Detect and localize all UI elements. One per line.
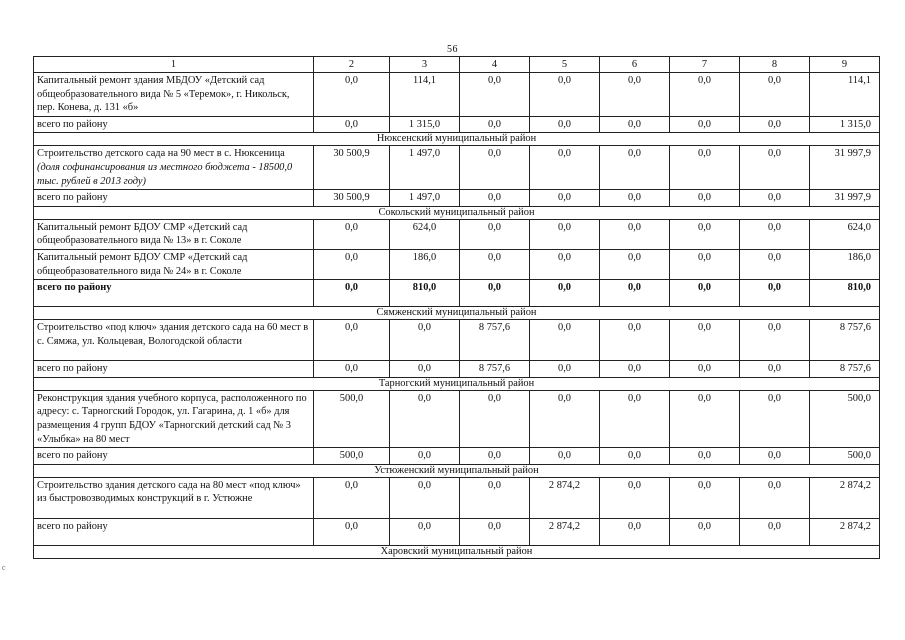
district-heading-row (34, 464, 880, 477)
value-cell: 0,0 (600, 190, 670, 207)
value-cell: 0,0 (390, 320, 460, 361)
district-title: Нюксенский муниципальный район (34, 133, 880, 146)
value-cell: 0,0 (314, 320, 390, 361)
value-cell: 0,0 (670, 280, 740, 307)
column-number-row (34, 57, 880, 73)
value-cell: 8 757,6 (460, 320, 530, 361)
value-cell: 0,0 (460, 390, 530, 447)
value-cell: 0,0 (390, 477, 460, 518)
value-cell: 500,0 (314, 448, 390, 465)
value-cell: 0,0 (314, 249, 390, 279)
value-cell: 2 874,2 (530, 518, 600, 545)
value-cell: 0,0 (600, 448, 670, 465)
value-cell: 0,0 (600, 477, 670, 518)
value-cell: 624,0 (390, 219, 460, 249)
value-cell: 500,0 (810, 448, 880, 465)
district-total-row (34, 280, 880, 307)
value-cell: 0,0 (740, 73, 810, 117)
district-title: Сокольский муниципальный район (34, 206, 880, 219)
value-cell: 2 874,2 (810, 477, 880, 518)
column-header: 1 (34, 57, 314, 73)
value-cell: 810,0 (390, 280, 460, 307)
value-cell: 0,0 (740, 280, 810, 307)
table-row (34, 320, 880, 361)
value-cell: 0,0 (460, 477, 530, 518)
value-cell: 30 500,9 (314, 190, 390, 207)
value-cell: 0,0 (460, 219, 530, 249)
district-title: Устюженский муниципальный район (34, 464, 880, 477)
value-cell: 31 997,9 (810, 146, 880, 190)
value-cell: 0,0 (390, 390, 460, 447)
value-cell: 0,0 (530, 190, 600, 207)
value-cell: 0,0 (530, 320, 600, 361)
value-cell: 0,0 (600, 116, 670, 133)
value-cell: 0,0 (740, 361, 810, 378)
district-heading-row (34, 206, 880, 219)
value-cell: 0,0 (530, 448, 600, 465)
value-cell: 0,0 (460, 116, 530, 133)
row-title-cell (34, 146, 314, 190)
value-cell: 0,0 (740, 477, 810, 518)
value-cell: 0,0 (600, 280, 670, 307)
value-cell: 8 757,6 (810, 320, 880, 361)
value-cell: 0,0 (390, 518, 460, 545)
value-cell: 1 497,0 (390, 190, 460, 207)
value-cell: 0,0 (390, 448, 460, 465)
district-total-row (34, 448, 880, 465)
value-cell: 0,0 (740, 518, 810, 545)
value-cell: 0,0 (460, 518, 530, 545)
table-row (34, 73, 880, 117)
district-total-row (34, 190, 880, 207)
value-cell: 8 757,6 (810, 361, 880, 378)
value-cell: 0,0 (670, 477, 740, 518)
row-note: (доля софинансирования из местного бюджета - 18500,0 тыс. рублей в 2013 году) (37, 161, 293, 187)
page-number: 56 (447, 44, 458, 55)
value-cell: 0,0 (740, 249, 810, 279)
row-title: всего по району (34, 190, 314, 207)
value-cell: 0,0 (460, 190, 530, 207)
column-header: 8 (740, 57, 810, 73)
value-cell: 0,0 (314, 361, 390, 378)
value-cell: 0,0 (530, 73, 600, 117)
value-cell: 0,0 (530, 249, 600, 279)
table-row (34, 390, 880, 447)
column-header: 2 (314, 57, 390, 73)
value-cell: 0,0 (460, 448, 530, 465)
value-cell: 0,0 (740, 116, 810, 133)
value-cell: 0,0 (740, 190, 810, 207)
district-heading-row (34, 377, 880, 390)
district-heading-row (34, 545, 880, 558)
value-cell: 0,0 (670, 146, 740, 190)
value-cell: 0,0 (314, 518, 390, 545)
column-header: 5 (530, 57, 600, 73)
value-cell: 0,0 (530, 361, 600, 378)
row-title: Строительство детского сада на 90 мест в с. Нюксеница (37, 148, 285, 160)
value-cell: 500,0 (314, 390, 390, 447)
district-total-row (34, 518, 880, 545)
value-cell: 1 315,0 (810, 116, 880, 133)
value-cell: 0,0 (670, 219, 740, 249)
value-cell: 0,0 (740, 390, 810, 447)
row-title: Строительство здания детского сада на 80 мест «под ключ» из быстровозводимых конструкций в г. Устюжне (34, 477, 314, 518)
value-cell: 0,0 (314, 280, 390, 307)
value-cell: 0,0 (670, 320, 740, 361)
value-cell: 0,0 (530, 146, 600, 190)
value-cell: 114,1 (390, 73, 460, 117)
district-title: Харовский муниципальный район (34, 545, 880, 558)
value-cell: 0,0 (460, 73, 530, 117)
value-cell: 0,0 (670, 190, 740, 207)
district-title: Сямженский муниципальный район (34, 307, 880, 320)
value-cell: 0,0 (600, 73, 670, 117)
row-title: Строительство «под ключ» здания детского сада на 60 мест в с. Сямжа, ул. Кольцевая, Вологодской области (34, 320, 314, 361)
value-cell: 30 500,9 (314, 146, 390, 190)
budget-table (33, 56, 880, 559)
value-cell: 0,0 (314, 219, 390, 249)
page-edge-mark: c (2, 563, 6, 572)
value-cell: 0,0 (670, 116, 740, 133)
row-title: Реконструкция здания учебного корпуса, расположенного по адресу: с. Тарногский Городок, ул. Гагарина, д. 1 «б» для размещения 4 групп БДОУ «Тарногский детский сад № 3 «Улыбка» на 80 мест (34, 390, 314, 447)
value-cell: 8 757,6 (460, 361, 530, 378)
value-cell: 1 315,0 (390, 116, 460, 133)
value-cell: 0,0 (600, 320, 670, 361)
row-title: всего по району (34, 280, 314, 307)
value-cell: 0,0 (600, 219, 670, 249)
value-cell: 186,0 (390, 249, 460, 279)
column-header: 7 (670, 57, 740, 73)
value-cell: 810,0 (810, 280, 880, 307)
row-title: всего по району (34, 116, 314, 133)
value-cell: 0,0 (530, 219, 600, 249)
value-cell: 0,0 (530, 280, 600, 307)
value-cell: 0,0 (600, 390, 670, 447)
district-title: Тарногский муниципальный район (34, 377, 880, 390)
value-cell: 186,0 (810, 249, 880, 279)
value-cell: 2 874,2 (530, 477, 600, 518)
column-header: 9 (810, 57, 880, 73)
value-cell: 0,0 (670, 249, 740, 279)
value-cell: 0,0 (460, 249, 530, 279)
value-cell: 0,0 (740, 448, 810, 465)
value-cell: 1 497,0 (390, 146, 460, 190)
row-title: всего по району (34, 518, 314, 545)
value-cell: 0,0 (670, 390, 740, 447)
value-cell: 0,0 (600, 361, 670, 378)
value-cell: 2 874,2 (810, 518, 880, 545)
value-cell: 0,0 (740, 219, 810, 249)
column-header: 4 (460, 57, 530, 73)
value-cell: 624,0 (810, 219, 880, 249)
value-cell: 0,0 (460, 280, 530, 307)
value-cell: 114,1 (810, 73, 880, 117)
value-cell: 0,0 (600, 146, 670, 190)
district-total-row (34, 361, 880, 378)
value-cell: 0,0 (390, 361, 460, 378)
value-cell: 0,0 (670, 73, 740, 117)
district-heading-row (34, 307, 880, 320)
value-cell: 0,0 (600, 518, 670, 545)
value-cell: 0,0 (670, 448, 740, 465)
value-cell: 0,0 (530, 116, 600, 133)
row-title: всего по району (34, 361, 314, 378)
value-cell: 0,0 (740, 320, 810, 361)
value-cell: 0,0 (314, 73, 390, 117)
value-cell: 0,0 (460, 146, 530, 190)
row-title: всего по району (34, 448, 314, 465)
district-total-row (34, 116, 880, 133)
value-cell: 31 997,9 (810, 190, 880, 207)
row-title: Капитальный ремонт здания МБДОУ «Детский сад общеобразовательного вида № 5 «Теремок», г. Никольск, пер. Конева, д. 131 «б» (34, 73, 314, 117)
table-row (34, 219, 880, 249)
row-title: Капитальный ремонт БДОУ СМР «Детский сад общеобразовательного вида № 13» в г. Соколе (34, 219, 314, 249)
value-cell: 0,0 (314, 116, 390, 133)
column-header: 3 (390, 57, 460, 73)
table-row (34, 249, 880, 279)
row-title: Капитальный ремонт БДОУ СМР «Детский сад общеобразовательного вида № 24» в г. Соколе (34, 249, 314, 279)
value-cell: 0,0 (530, 390, 600, 447)
value-cell: 0,0 (670, 518, 740, 545)
column-header: 6 (600, 57, 670, 73)
table-row (34, 477, 880, 518)
value-cell: 0,0 (314, 477, 390, 518)
value-cell: 0,0 (670, 361, 740, 378)
district-heading-row (34, 133, 880, 146)
value-cell: 0,0 (600, 249, 670, 279)
value-cell: 0,0 (740, 146, 810, 190)
value-cell: 500,0 (810, 390, 880, 447)
table-row (34, 146, 880, 190)
